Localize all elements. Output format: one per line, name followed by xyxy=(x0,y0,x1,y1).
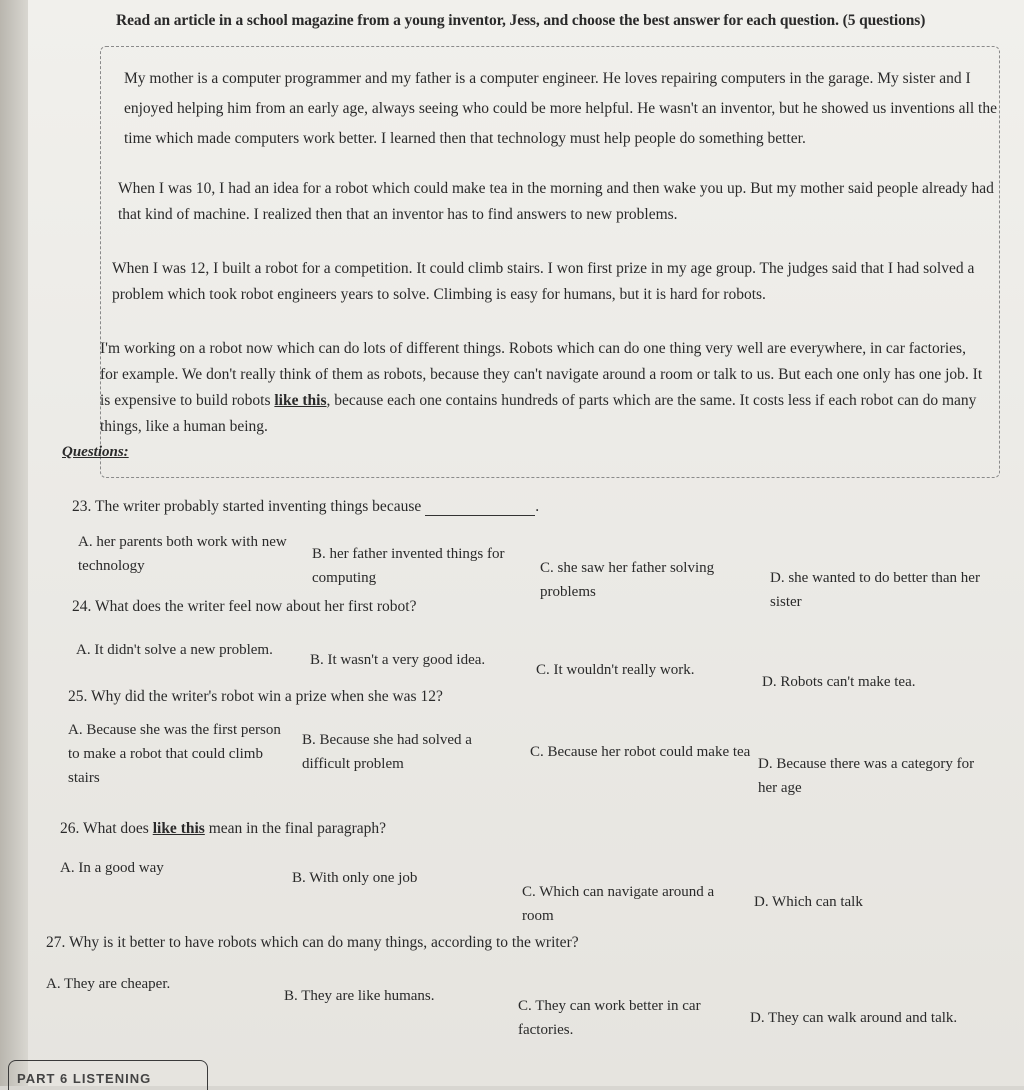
q24-option-c[interactable]: C. It wouldn't really work. xyxy=(536,662,695,678)
question-26 xyxy=(60,820,386,838)
q27-option-a[interactable]: A. They are cheaper. xyxy=(46,976,171,992)
q25-option-a[interactable]: A. Because she was the first person to make a robot that could climb stairs xyxy=(68,722,281,786)
passage-paragraph-3: When I was 12, I built a robot for a competition. It could climb stairs. I won first prize in my age group. The judges said that I had solved a problem which took robot engineers years to solve. Climbing is easy for humans, but it is hard for robots. xyxy=(112,260,975,303)
questions-label: Questions: xyxy=(62,444,129,460)
instruction-heading: Read an article in a school magazine from a young inventor, Jess, and choose the best answer for each question. (5 questions) xyxy=(116,12,926,29)
question-26-stem-before: 26. What does xyxy=(60,820,153,837)
passage-paragraph-2: When I was 10, I had an idea for a robot which could make tea in the morning and then wake you up. But my mother said people already had that kind of machine. I realized then that an inventor has to find answers to new problems. xyxy=(118,180,994,223)
p4-text-before: I'm working on a robot now which can do lots of different things. Robots which can do one thing very well are everywhere, in car factories, for example. We don't really think of them as robots, because they can't navigate around a room or talk to us. But each one only has one job. It is expensive to build robots xyxy=(100,340,983,409)
q23-option-b[interactable]: B. her father invented things for computing xyxy=(312,546,505,586)
question-25: 25. Why did the writer's robot win a prize when she was 12? xyxy=(68,688,443,705)
question-23-stem: 23. The writer probably started inventing things because xyxy=(72,498,422,515)
q26-option-d[interactable]: D. Which can talk xyxy=(754,894,863,910)
question-23-stem-end: . xyxy=(535,498,540,515)
next-part-tab: PART 6 LISTENING xyxy=(8,1060,208,1090)
q23-option-c[interactable]: C. she saw her father solving problems xyxy=(540,560,715,600)
q25-option-c[interactable]: C. Because her robot could make tea xyxy=(530,744,751,760)
q26-option-b[interactable]: B. With only one job xyxy=(292,870,418,886)
passage-paragraph-1: My mother is a computer programmer and my father is a computer engineer. He loves repairing computers in the garage. My sister and I enjoyed helping him from an early age, always seeing who could be more helpful. He wasn't an inventor, but he showed us inventions all the time which made computers work better. I learned then that technology must help people do something better. xyxy=(124,70,997,147)
q27-option-d[interactable]: D. They can walk around and talk. xyxy=(750,1010,958,1026)
q27-option-c[interactable]: C. They can work better in car factories. xyxy=(518,998,701,1038)
question-27: 27. Why is it better to have robots which can do many things, according to the writer? xyxy=(46,934,579,951)
q25-option-b[interactable]: B. Because she had solved a difficult problem xyxy=(302,732,472,772)
passage-paragraph-4 xyxy=(100,336,984,440)
p4-underlined-phrase: like this xyxy=(274,392,327,409)
q24-option-d[interactable]: D. Robots can't make tea. xyxy=(762,674,916,690)
q26-option-a[interactable]: A. In a good way xyxy=(60,860,164,876)
question-26-underlined-phrase: like this xyxy=(152,820,205,837)
q26-option-c[interactable]: C. Which can navigate around a room xyxy=(522,884,715,924)
page-edge xyxy=(0,0,28,1086)
q23-option-a[interactable]: A. her parents both work with new technology xyxy=(78,534,287,574)
q27-option-b[interactable]: B. They are like humans. xyxy=(284,988,435,1004)
q23-option-d[interactable]: D. she wanted to do better than her sister xyxy=(770,570,980,610)
p4-text-after: , because each one contains hundreds of parts which are the same. It costs less if each robot can do many things, like a human being. xyxy=(100,392,977,435)
question-23 xyxy=(72,498,539,516)
question-26-stem-after: mean in the final paragraph? xyxy=(204,820,386,837)
answer-blank xyxy=(425,501,535,516)
q24-option-b[interactable]: B. It wasn't a very good idea. xyxy=(310,652,486,668)
question-24: 24. What does the writer feel now about her first robot? xyxy=(72,598,417,615)
q24-option-a[interactable]: A. It didn't solve a new problem. xyxy=(76,642,273,658)
q25-option-d[interactable]: D. Because there was a category for her age xyxy=(758,756,975,796)
